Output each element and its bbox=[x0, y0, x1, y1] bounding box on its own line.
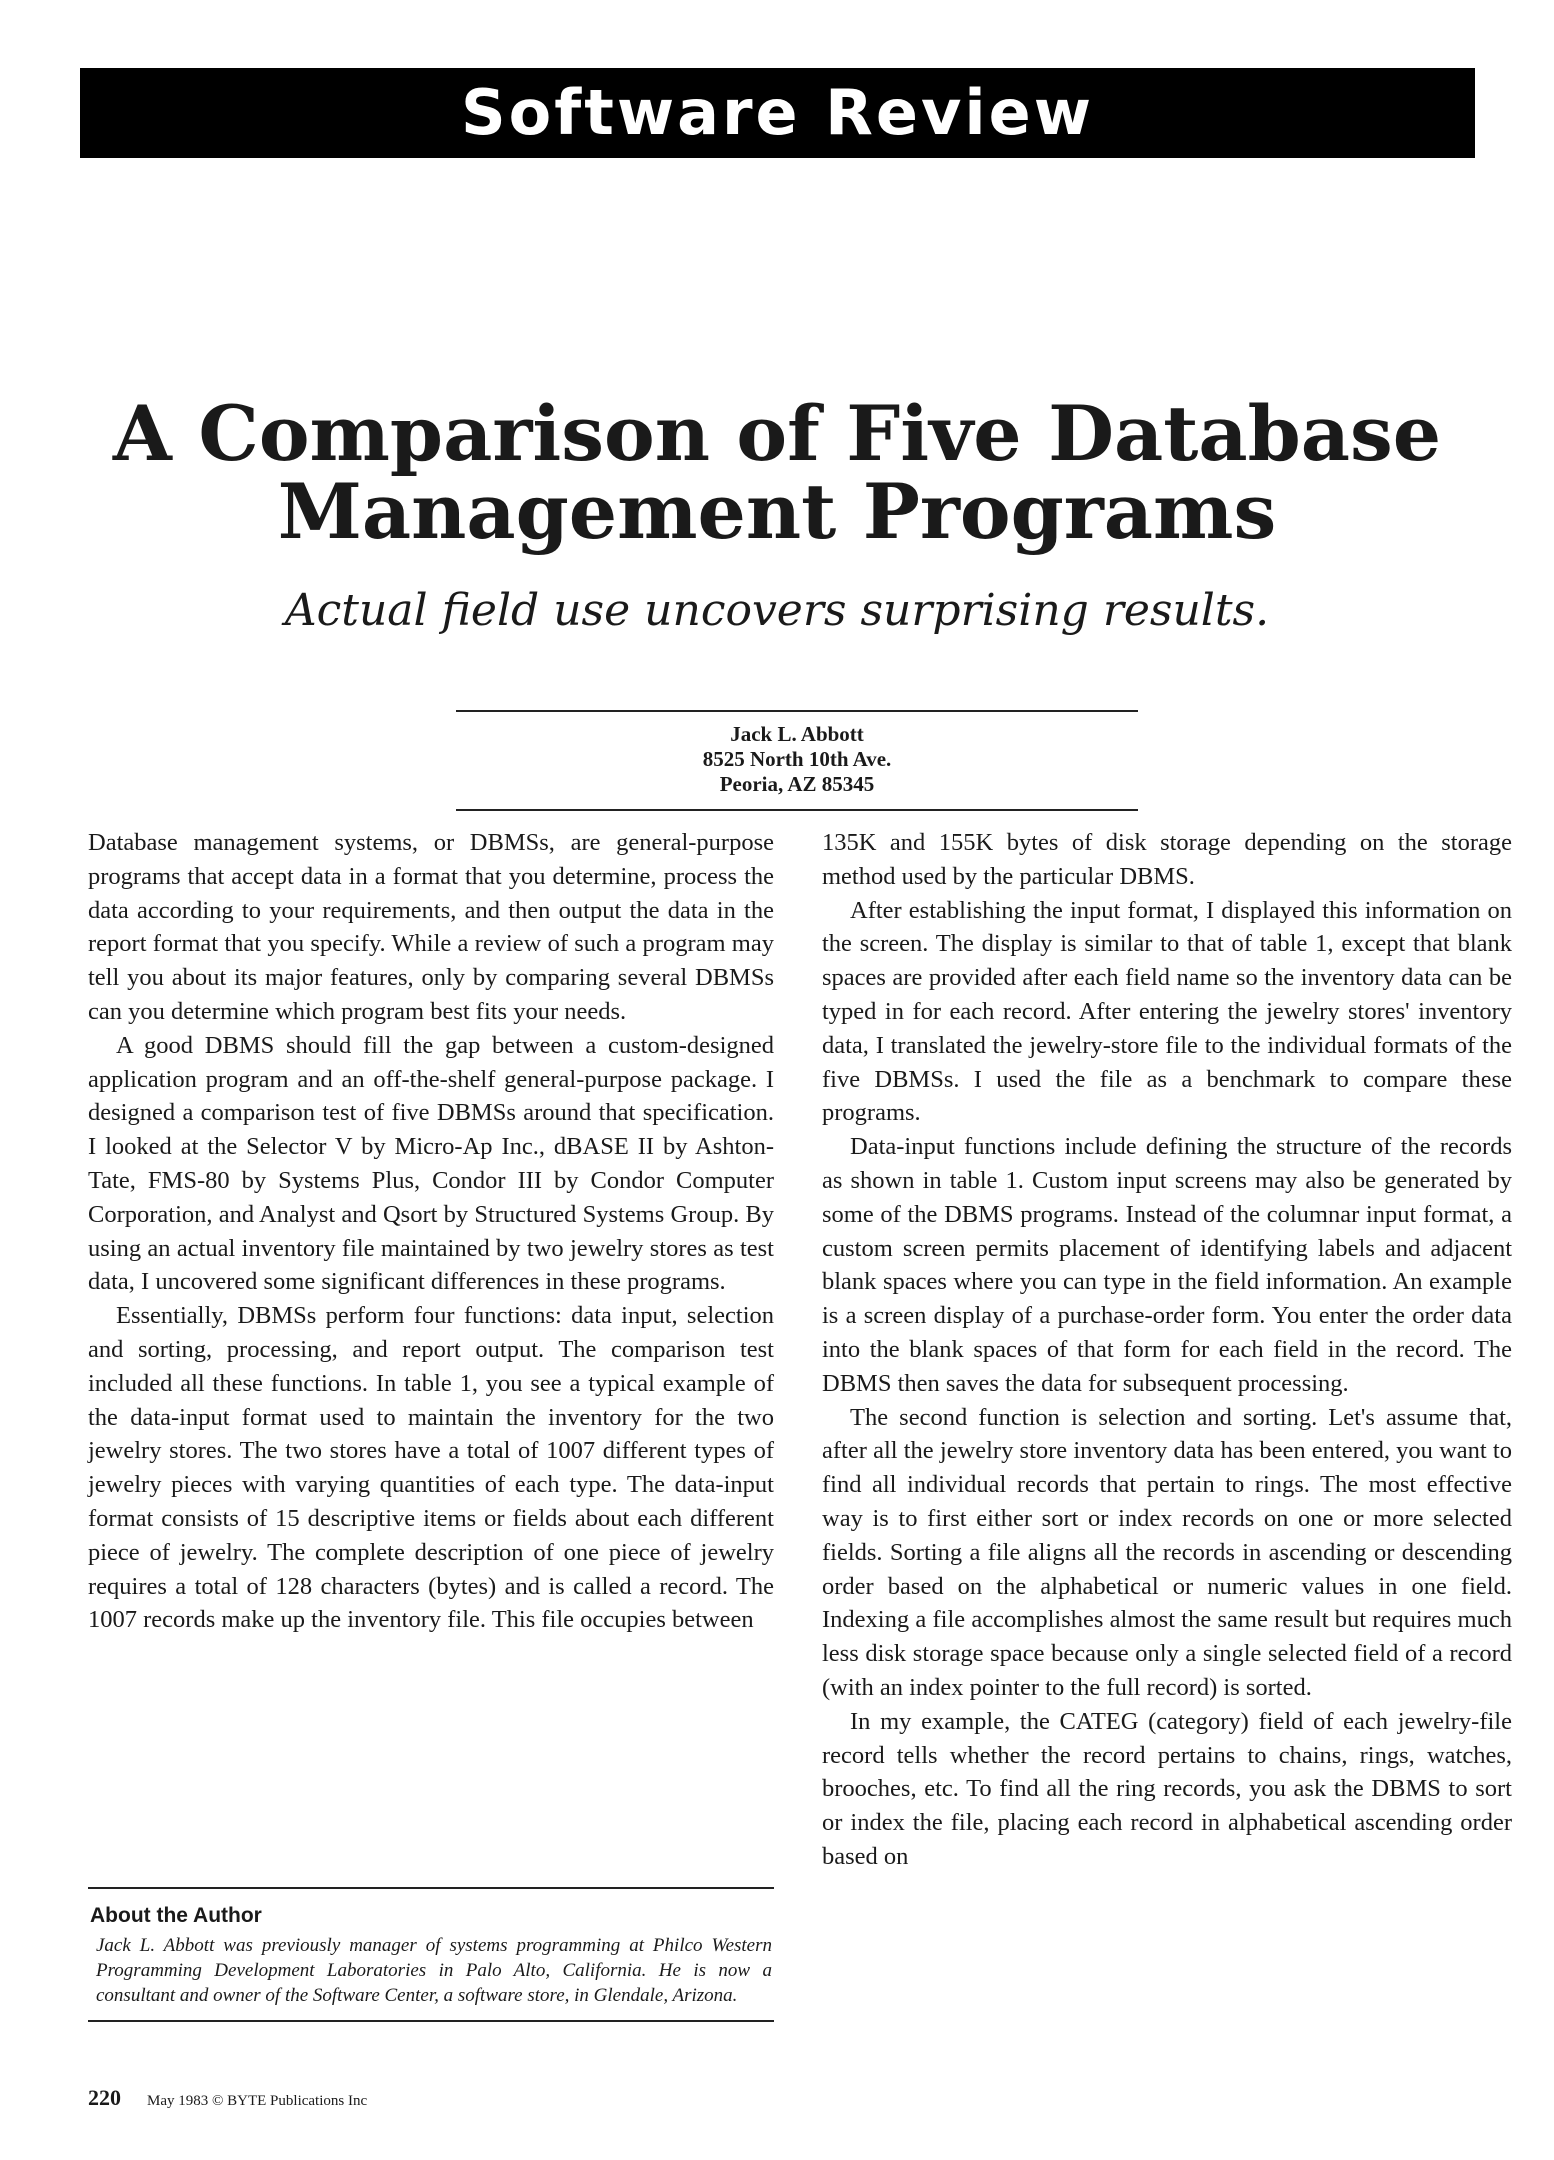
publication-line: May 1983 © BYTE Publications Inc bbox=[147, 2093, 368, 2109]
article-title-line-2: Management Programs bbox=[277, 467, 1277, 556]
article-subtitle: Actual field use uncovers surprising results. bbox=[284, 585, 1270, 636]
body-paragraph: Data-input functions include defining the structure of the records as shown in table 1. Custom input screens may also be generated by some of the DBMS programs. Instead of the columnar input format, a custom screen permits placement of identifying labels and adjacent blank spaces where you can type in the field information. An example is a screen display of a purchase-order form. You enter the order data into the blank spaces of that form for each field in the record. The DBMS then saves the data for subsequent processing. bbox=[822, 1133, 1512, 1397]
body-paragraph: Database management systems, or DBMSs, are general-purpose programs that accept data in a format that you determine, process the data according to your requirements, and then output the data in the report format that you specify. While a review of such a program may tell you about its major features, only by comparing several DBMSs can you determine which program best fits your needs. bbox=[88, 829, 774, 1025]
about-author-heading: About the Author bbox=[90, 1904, 262, 1927]
article-title bbox=[0, 389, 1554, 556]
author-byline bbox=[456, 710, 1138, 811]
body-column-left bbox=[88, 826, 774, 1637]
body-paragraph: In my example, the CATEG (category) field of each jewelry-file record tells whether the record pertains to chains, rings, watches, brooches, etc. To find all the ring records, you ask the DBMS to sort or index the file, placing each record in alphabetical ascending order based on bbox=[822, 1707, 1512, 1870]
about-author-box bbox=[88, 1887, 774, 2022]
page-footer bbox=[88, 2085, 367, 2111]
body-paragraph: A good DBMS should fill the gap between a custom-designed application program and an off-the-shelf general-purpose package. I designed a comparison test of five DBMSs around that specification. I looked at the Selector V by Micro-Ap Inc., dBASE II by Ashton-Tate, FMS-80 by Systems Plus, Condor III by Condor Computer Corporation, and Analyst and Qsort by Structured Systems Group. By using an actual inventory file maintained by two jewelry stores as test data, I uncovered some significant differences in these programs. bbox=[88, 1031, 774, 1296]
author-street: 8525 North 10th Ave. bbox=[702, 747, 892, 771]
body-paragraph: The second function is selection and sorting. Let's assume that, after all the jewelry store inventory data has been entered, you want to find all individual records that pertain to rings. The most effective way is to first either sort or index records on one or more selected fields. Sorting a file aligns all the records in ascending or descending order based on the alphabetical or numeric values in one field. Indexing a file accomplishes almost the same result but requires much less disk storage space because only a single selected field of a record (with an index pointer to the full record) is sorted. bbox=[822, 1403, 1512, 1701]
body-paragraph: 135K and 155K bytes of disk storage depending on the storage method used by the particular DBMS. bbox=[822, 829, 1512, 890]
body-paragraph: After establishing the input format, I displayed this information on the screen. The display is similar to that of table 1, except that blank spaces are provided after each field name so the inventory data can be typed in for each record. After entering the jewelry stores' inventory data, I translated the jewelry-store file to the individual formats of the five DBMSs. I used the file as a benchmark to compare these programs. bbox=[822, 896, 1512, 1127]
author-name: Jack L. Abbott bbox=[730, 722, 864, 746]
article-title-line-1: A Comparison of Five Database bbox=[112, 389, 1442, 478]
section-banner bbox=[80, 68, 1475, 158]
page-number: 220 bbox=[88, 2085, 121, 2110]
section-label: Software Review bbox=[461, 76, 1094, 149]
author-city: Peoria, AZ 85345 bbox=[719, 772, 875, 796]
about-author-text: Jack L. Abbott was previously manager of systems programming at Philco Western Programming Development Laboratories in Palo Alto, California. He is now a consultant and owner of the Software Center, a software store, in Glendale, Arizona. bbox=[96, 1935, 772, 2006]
body-paragraph: Essentially, DBMSs perform four functions: data input, selection and sorting, processing, and report output. The comparison test included all these functions. In table 1, you see a typical example of the data-input format used to maintain the inventory for the two jewelry stores. The two stores have a total of 1007 different types of jewelry pieces with varying quantities of each type. The data-input format consists of 15 descriptive items or fields about each different piece of jewelry. The complete description of one piece of jewelry requires a total of 128 characters (bytes) and is called a record. The 1007 records make up the inventory file. This file occupies between bbox=[88, 1302, 774, 1634]
body-column-right bbox=[822, 826, 1512, 1874]
